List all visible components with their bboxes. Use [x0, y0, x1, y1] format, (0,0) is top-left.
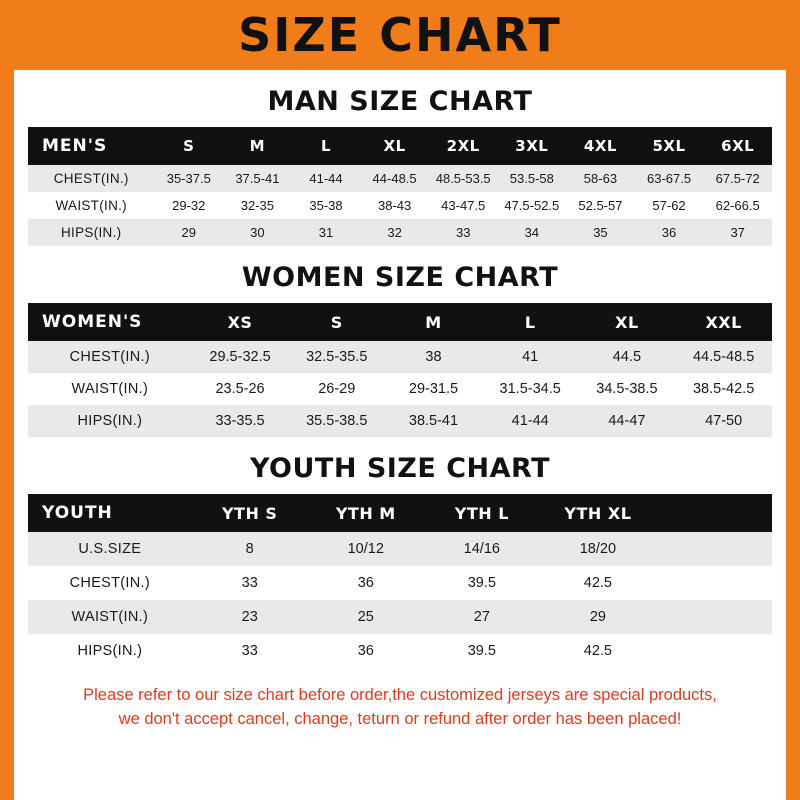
column-header-m: M — [385, 303, 482, 341]
cell: 62-66.5 — [703, 192, 772, 219]
column-header-3xl: 3XL — [498, 127, 567, 165]
table-row — [28, 341, 772, 373]
footer-note — [28, 684, 772, 732]
cell: 42.5 — [540, 634, 656, 668]
table-row — [28, 532, 772, 566]
row-label-chest: CHEST(IN.) — [28, 566, 192, 600]
cell: 25 — [308, 600, 424, 634]
cell: 31 — [292, 219, 361, 246]
column-header-xl: XL — [360, 127, 429, 165]
column-header-4xl: 4XL — [566, 127, 635, 165]
cell: 33 — [429, 219, 498, 246]
cell: 52.5-57 — [566, 192, 635, 219]
column-header-mens: MEN'S — [28, 127, 154, 165]
column-header-2xl: 2XL — [429, 127, 498, 165]
table-header-row — [28, 303, 772, 341]
cell: 57-62 — [635, 192, 704, 219]
cell: 47-50 — [675, 405, 772, 437]
section-title-youth: YOUTH SIZE CHART — [249, 453, 551, 484]
column-header-youth: YOUTH — [28, 494, 192, 532]
section-title-man: MAN SIZE CHART — [267, 86, 533, 117]
cell: 32.5-35.5 — [288, 341, 385, 373]
column-header-yth-xl: YTH XL — [540, 494, 656, 532]
men-size-table — [28, 127, 772, 246]
cell: 35-37.5 — [154, 165, 223, 192]
cell: 26-29 — [288, 373, 385, 405]
column-header-womens: WOMEN'S — [28, 303, 192, 341]
cell: 44-47 — [579, 405, 676, 437]
cell: 63-67.5 — [635, 165, 704, 192]
column-header-l: L — [482, 303, 579, 341]
content — [0, 86, 800, 732]
cell: 36 — [308, 566, 424, 600]
section-man — [28, 86, 772, 246]
column-header-xs: XS — [192, 303, 289, 341]
cell: 35-38 — [292, 192, 361, 219]
row-label-waist: WAIST(IN.) — [28, 373, 192, 405]
cell: 48.5-53.5 — [429, 165, 498, 192]
cell: 58-63 — [566, 165, 635, 192]
cell: 34.5-38.5 — [579, 373, 676, 405]
cell: 43-47.5 — [429, 192, 498, 219]
column-header-s: S — [154, 127, 223, 165]
row-label-chest: CHEST(IN.) — [28, 341, 192, 373]
cell: 29-31.5 — [385, 373, 482, 405]
column-header-xxl: XXL — [675, 303, 772, 341]
cell — [656, 566, 772, 600]
cell: 38.5-42.5 — [675, 373, 772, 405]
banner — [0, 0, 800, 70]
cell: 30 — [223, 219, 292, 246]
cell: 23.5-26 — [192, 373, 289, 405]
cell: 36 — [635, 219, 704, 246]
table-row — [28, 405, 772, 437]
cell: 41-44 — [292, 165, 361, 192]
cell: 29-32 — [154, 192, 223, 219]
table-row — [28, 192, 772, 219]
cell: 39.5 — [424, 634, 540, 668]
footer-note-line-1: Please refer to our size chart before order,the customized jerseys are special products, — [83, 686, 717, 704]
cell: 32 — [360, 219, 429, 246]
cell: 29 — [540, 600, 656, 634]
row-label-us-size: U.S.SIZE — [28, 532, 192, 566]
table-header-row — [28, 494, 772, 532]
cell: 31.5-34.5 — [482, 373, 579, 405]
table-row — [28, 566, 772, 600]
table-row — [28, 600, 772, 634]
cell: 14/16 — [424, 532, 540, 566]
cell: 44-48.5 — [360, 165, 429, 192]
column-header-empty — [656, 494, 772, 532]
cell: 35.5-38.5 — [288, 405, 385, 437]
cell: 53.5-58 — [498, 165, 567, 192]
cell: 67.5-72 — [703, 165, 772, 192]
row-label-hips: HIPS(IN.) — [28, 219, 154, 246]
cell — [656, 634, 772, 668]
column-header-l: L — [292, 127, 361, 165]
table-row — [28, 373, 772, 405]
cell: 44.5 — [579, 341, 676, 373]
table-row — [28, 634, 772, 668]
column-header-yth-l: YTH L — [424, 494, 540, 532]
cell: 41 — [482, 341, 579, 373]
youth-size-table — [28, 494, 772, 668]
cell: 18/20 — [540, 532, 656, 566]
table-row — [28, 165, 772, 192]
column-header-6xl: 6XL — [703, 127, 772, 165]
cell: 38.5-41 — [385, 405, 482, 437]
cell — [656, 532, 772, 566]
cell: 33 — [192, 634, 308, 668]
cell: 29.5-32.5 — [192, 341, 289, 373]
page-title: SIZE CHART — [238, 8, 562, 62]
cell: 44.5-48.5 — [675, 341, 772, 373]
section-youth — [28, 453, 772, 668]
row-label-waist: WAIST(IN.) — [28, 600, 192, 634]
column-header-5xl: 5XL — [635, 127, 704, 165]
cell: 27 — [424, 600, 540, 634]
cell: 38-43 — [360, 192, 429, 219]
row-label-waist: WAIST(IN.) — [28, 192, 154, 219]
row-label-chest: CHEST(IN.) — [28, 165, 154, 192]
cell: 33 — [192, 566, 308, 600]
row-label-hips: HIPS(IN.) — [28, 405, 192, 437]
cell: 10/12 — [308, 532, 424, 566]
cell: 34 — [498, 219, 567, 246]
column-header-xl: XL — [579, 303, 676, 341]
cell: 8 — [192, 532, 308, 566]
row-label-hips: HIPS(IN.) — [28, 634, 192, 668]
cell: 29 — [154, 219, 223, 246]
cell: 39.5 — [424, 566, 540, 600]
cell: 37 — [703, 219, 772, 246]
table-header-row — [28, 127, 772, 165]
cell — [656, 600, 772, 634]
column-header-yth-m: YTH M — [308, 494, 424, 532]
column-header-s: S — [288, 303, 385, 341]
cell: 41-44 — [482, 405, 579, 437]
cell: 32-35 — [223, 192, 292, 219]
table-row — [28, 219, 772, 246]
cell: 47.5-52.5 — [498, 192, 567, 219]
cell: 36 — [308, 634, 424, 668]
column-header-m: M — [223, 127, 292, 165]
cell: 38 — [385, 341, 482, 373]
footer-note-line-2: we don't accept cancel, change, teturn or refund after order has been placed! — [118, 709, 682, 728]
cell: 33-35.5 — [192, 405, 289, 437]
cell: 35 — [566, 219, 635, 246]
column-header-yth-s: YTH S — [192, 494, 308, 532]
cell: 23 — [192, 600, 308, 634]
cell: 42.5 — [540, 566, 656, 600]
cell: 37.5-41 — [223, 165, 292, 192]
section-women — [28, 262, 772, 437]
section-title-women: WOMEN SIZE CHART — [241, 262, 559, 293]
women-size-table — [28, 303, 772, 437]
